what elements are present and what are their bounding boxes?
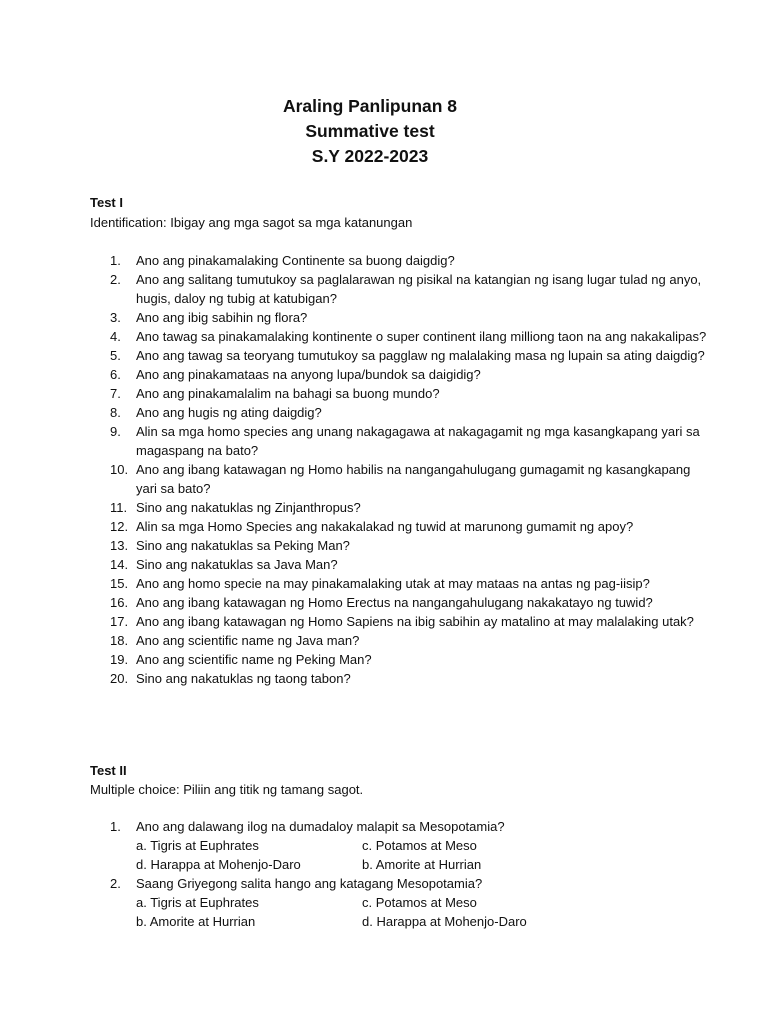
choice-option: b. Amorite at Hurrian	[362, 857, 482, 872]
question-item	[110, 631, 710, 650]
choice-row	[110, 912, 710, 931]
question-text: Ano ang ibang katawagan ng Homo Erectus na nangangahulugang nakakatayo ng tuwid?	[136, 595, 653, 610]
question-text: Sino ang nakatuklas ng Zinjanthropus?	[136, 500, 361, 515]
question-number: 18.	[110, 633, 129, 648]
question-number: 16.	[110, 595, 129, 610]
choice-row	[110, 893, 710, 912]
question-number: 12.	[110, 519, 129, 534]
question-item	[110, 650, 710, 669]
question-text: Sino ang nakatuklas sa Peking Man?	[136, 538, 350, 553]
question-item	[110, 498, 710, 517]
question-text: Ano ang homo specie na may pinakamalaking utak at may mataas na antas ng pag-iisip?	[136, 576, 650, 591]
question-number: 19.	[110, 652, 129, 667]
choice-option: d. Harappa at Mohenjo-Daro	[362, 914, 527, 929]
question-number: 1.	[110, 253, 121, 268]
choice-option: c. Potamos at Meso	[362, 838, 477, 853]
question-text: Ano ang dalawang ilog na dumadaloy malapit sa Mesopotamia?	[136, 819, 505, 834]
question-item	[110, 874, 710, 893]
question-text: Ano ang scientific name ng Peking Man?	[136, 652, 372, 667]
question-number: 15.	[110, 576, 129, 591]
question-item	[110, 422, 710, 460]
question-text: Ano ang pinakamataas na anyong lupa/bundok sa daigidig?	[136, 367, 481, 382]
question-item	[110, 308, 710, 327]
test2-instructions: Multiple choice: Piliin ang titik ng tamang sagot.	[90, 782, 364, 797]
question-number: 20.	[110, 671, 129, 686]
question-text: Ano ang tawag sa teoryang tumutukoy sa pagglaw ng malalaking masa ng lupain sa ating daigdig?	[136, 348, 705, 363]
school-year: S.Y 2022-2023	[311, 146, 429, 166]
question-number: 1.	[110, 819, 121, 834]
question-text: Ano ang ibig sabihin ng flora?	[136, 310, 308, 325]
question-text: Alin sa mga homo species ang unang nakagagawa at nakagagamit ng mga kasangkapang yari sa magaspang na bato?	[136, 424, 700, 458]
test1-question-list	[110, 251, 710, 688]
question-item	[110, 517, 710, 536]
test2-question-list	[110, 817, 710, 931]
choice-option: d. Harappa at Mohenjo-Daro	[136, 857, 301, 872]
question-text: Ano ang scientific name ng Java man?	[136, 633, 360, 648]
question-item	[110, 251, 710, 270]
question-text: Sino ang nakatuklas sa Java Man?	[136, 557, 338, 572]
choice-option: b. Amorite at Hurrian	[136, 914, 256, 929]
choice-row	[110, 836, 710, 855]
question-text: Ano ang pinakamalaking Continente sa buong daigdig?	[136, 253, 455, 268]
choice-row	[110, 855, 710, 874]
question-item	[110, 460, 710, 498]
question-number: 2.	[110, 876, 121, 891]
question-text: Saang Griyegong salita hango ang katagang Mesopotamia?	[136, 876, 483, 891]
question-number: 8.	[110, 405, 121, 420]
question-item	[110, 384, 710, 403]
question-text: Ano ang ibang katawagan ng Homo habilis na nangangahulugang gumagamit ng kasangkapang yari sa bato?	[136, 462, 691, 496]
test2-title: Test II	[90, 763, 127, 778]
question-text: Ano ang ibang katawagan ng Homo Sapiens na ibig sabihin ay matalino at may malalaking utak?	[136, 614, 694, 629]
question-item	[110, 403, 710, 422]
subject-title: Araling Panlipunan 8	[282, 96, 458, 116]
test1-title: Test I	[90, 195, 123, 210]
question-item	[110, 536, 710, 555]
question-text: Ano tawag sa pinakamalaking kontinente o super continent ilang milliong taon na ang nakakalipas?	[136, 329, 707, 344]
question-item	[110, 593, 710, 612]
question-number: 2.	[110, 272, 121, 287]
question-item	[110, 327, 710, 346]
question-number: 11.	[110, 500, 128, 515]
question-item	[110, 270, 710, 308]
question-text: Ano ang hugis ng ating daigdig?	[136, 405, 322, 420]
choice-option: a. Tigris at Euphrates	[136, 838, 259, 853]
question-number: 6.	[110, 367, 121, 382]
question-item	[110, 555, 710, 574]
question-text: Ano ang pinakamalalim na bahagi sa buong mundo?	[136, 386, 440, 401]
question-item	[110, 346, 710, 365]
question-number: 10.	[110, 462, 129, 477]
test1-instructions: Identification: Ibigay ang mga sagot sa mga katanungan	[90, 215, 413, 230]
question-number: 9.	[110, 424, 121, 439]
question-item	[110, 669, 710, 688]
question-item	[110, 612, 710, 631]
choice-option: a. Tigris at Euphrates	[136, 895, 259, 910]
question-number: 4.	[110, 329, 121, 344]
question-item	[110, 365, 710, 384]
question-number: 13.	[110, 538, 129, 553]
question-number: 14.	[110, 557, 129, 572]
choice-option: c. Potamos at Meso	[362, 895, 477, 910]
question-text: Ano ang salitang tumutukoy sa paglalarawan ng pisikal na katangian ng isang lugar tulad ng anyo, hugis, daloy ng tubig at katubigan?	[136, 272, 702, 306]
question-number: 5.	[110, 348, 121, 363]
question-number: 7.	[110, 386, 121, 401]
question-item	[110, 574, 710, 593]
question-text: Sino ang nakatuklas ng taong tabon?	[136, 671, 351, 686]
question-text: Alin sa mga Homo Species ang nakakalakad ng tuwid at marunong gumamit ng apoy?	[136, 519, 634, 534]
test-name: Summative test	[305, 121, 435, 141]
question-number: 17.	[110, 614, 129, 629]
question-item	[110, 817, 710, 836]
question-number: 3.	[110, 310, 121, 325]
document-header	[0, 94, 740, 169]
